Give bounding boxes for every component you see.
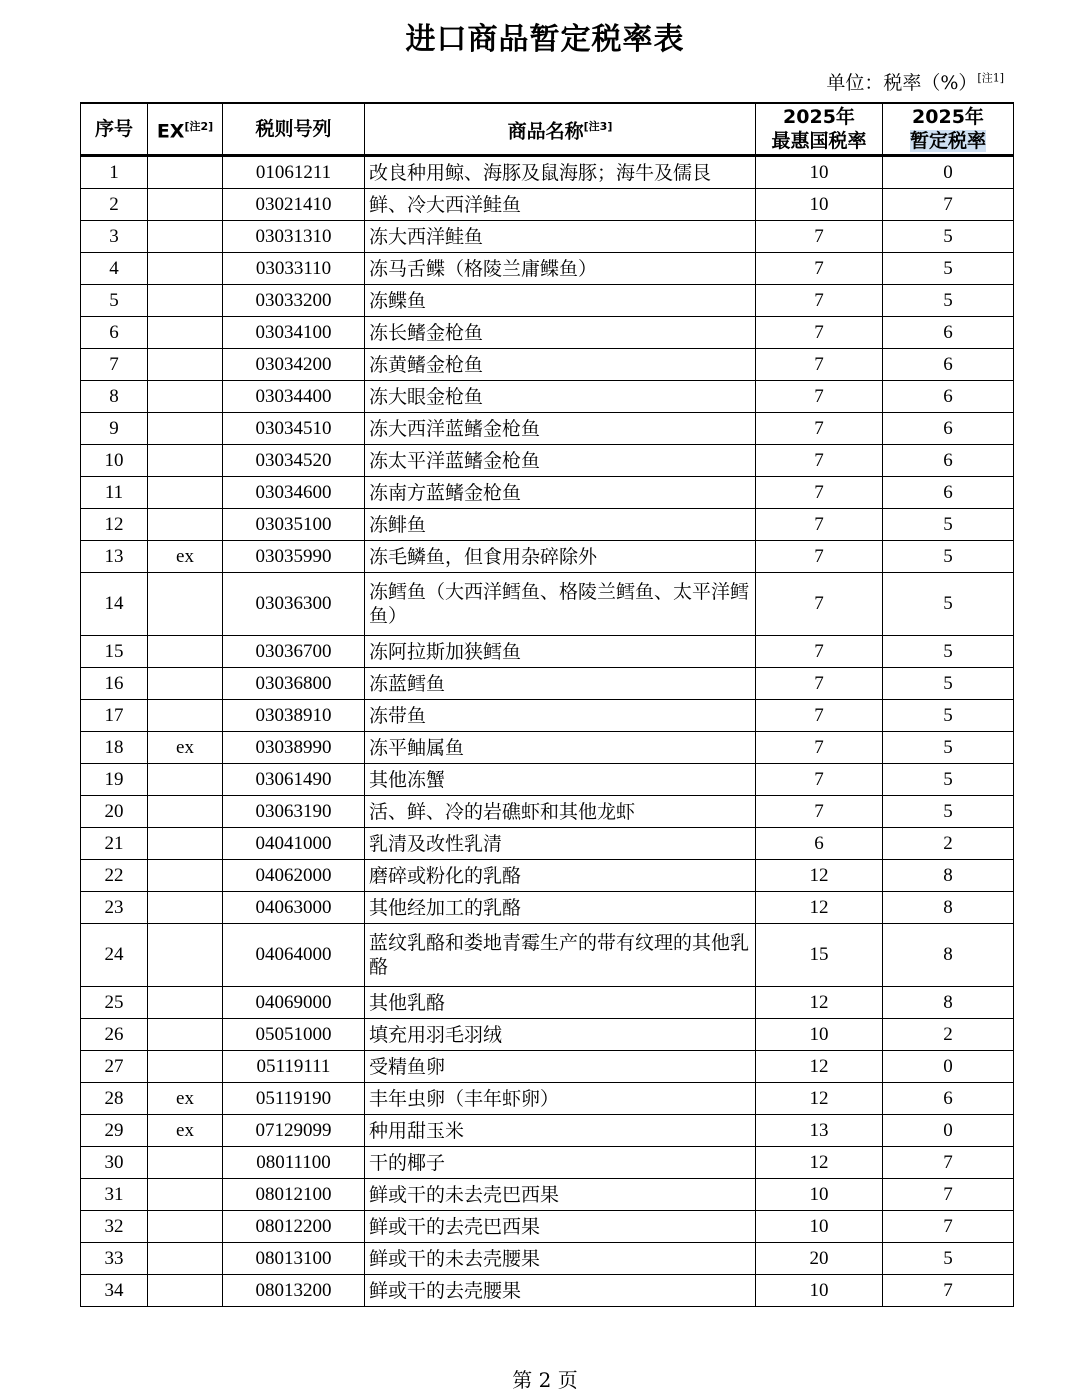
cell-ex: [148, 573, 223, 636]
table-row: [81, 1275, 1014, 1307]
cell-seq: 19: [81, 764, 148, 796]
cell-seq: 24: [81, 924, 148, 987]
cell-mfn: 7: [756, 573, 883, 636]
cell-mfn: 15: [756, 924, 883, 987]
cell-ex: [148, 1275, 223, 1307]
cell-provisional-rate: 5: [883, 732, 1014, 764]
cell-code: 03033200: [223, 285, 365, 317]
cell-ex: [148, 221, 223, 253]
cell-mfn: 7: [756, 668, 883, 700]
cell-mfn: 7: [756, 381, 883, 413]
col-header-provisional-line1: 2025年: [912, 106, 984, 128]
cell-mfn: 7: [756, 541, 883, 573]
cell-code: 03034400: [223, 381, 365, 413]
cell-seq: 11: [81, 477, 148, 509]
cell-ex: ex: [148, 541, 223, 573]
table-row: [81, 1179, 1014, 1211]
cell-seq: 26: [81, 1019, 148, 1051]
table-row: [81, 477, 1014, 509]
cell-provisional-rate: 0: [883, 1051, 1014, 1083]
cell-name: 鲜或干的未去壳巴西果: [365, 1179, 756, 1211]
table-row: [81, 668, 1014, 700]
cell-seq: 15: [81, 636, 148, 668]
cell-ex: [148, 253, 223, 285]
cell-provisional-rate: 5: [883, 509, 1014, 541]
col-header-code: 税则号列: [223, 103, 365, 156]
cell-seq: 8: [81, 381, 148, 413]
cell-provisional-rate: 5: [883, 668, 1014, 700]
cell-provisional-rate: 8: [883, 987, 1014, 1019]
cell-provisional-rate: 5: [883, 796, 1014, 828]
cell-name: 冻鲱鱼: [365, 509, 756, 541]
cell-provisional-rate: 6: [883, 413, 1014, 445]
page-number: 第 2 页: [512, 1368, 578, 1392]
col-header-ex-note: [注2]: [184, 119, 214, 133]
cell-provisional-rate: 5: [883, 253, 1014, 285]
cell-name: 冻大眼金枪鱼: [365, 381, 756, 413]
table-row: [81, 1211, 1014, 1243]
cell-mfn: 7: [756, 509, 883, 541]
cell-mfn: 10: [756, 189, 883, 221]
cell-provisional-rate: 2: [883, 1019, 1014, 1051]
cell-code: 04041000: [223, 828, 365, 860]
table-row: [81, 732, 1014, 764]
cell-seq: 33: [81, 1243, 148, 1275]
cell-mfn: 10: [756, 1019, 883, 1051]
cell-provisional-rate: 8: [883, 892, 1014, 924]
cell-name: 冻平鲉属鱼: [365, 732, 756, 764]
table-row: [81, 285, 1014, 317]
table-row: [81, 1019, 1014, 1051]
cell-mfn: 7: [756, 764, 883, 796]
table-row: [81, 509, 1014, 541]
col-header-provisional: [883, 103, 1014, 156]
cell-seq: 20: [81, 796, 148, 828]
cell-code: 03031310: [223, 221, 365, 253]
table-row: [81, 189, 1014, 221]
unit-note: [826, 68, 1004, 95]
cell-seq: 1: [81, 156, 148, 189]
cell-ex: [148, 700, 223, 732]
cell-mfn: 7: [756, 796, 883, 828]
table-row: [81, 221, 1014, 253]
col-header-name: [365, 103, 756, 156]
cell-ex: [148, 828, 223, 860]
cell-provisional-rate: 5: [883, 221, 1014, 253]
cell-ex: [148, 860, 223, 892]
cell-mfn: 7: [756, 445, 883, 477]
cell-code: 04064000: [223, 924, 365, 987]
cell-code: 08013100: [223, 1243, 365, 1275]
table-row: [81, 1243, 1014, 1275]
cell-seq: 12: [81, 509, 148, 541]
cell-name: 其他乳酪: [365, 987, 756, 1019]
cell-seq: 27: [81, 1051, 148, 1083]
cell-seq: 6: [81, 317, 148, 349]
cell-code: 07129099: [223, 1115, 365, 1147]
cell-code: 03034200: [223, 349, 365, 381]
cell-name: 种用甜玉米: [365, 1115, 756, 1147]
cell-mfn: 7: [756, 221, 883, 253]
cell-name: 其他冻蟹: [365, 764, 756, 796]
cell-code: 03036700: [223, 636, 365, 668]
cell-code: 03035990: [223, 541, 365, 573]
cell-mfn: 10: [756, 1275, 883, 1307]
table-row: [81, 156, 1014, 189]
cell-name: 改良种用鲸、海豚及鼠海豚；海牛及儒艮: [365, 156, 756, 189]
cell-code: 08012100: [223, 1179, 365, 1211]
table-row: [81, 541, 1014, 573]
cell-code: 03036800: [223, 668, 365, 700]
cell-mfn: 12: [756, 1147, 883, 1179]
cell-mfn: 12: [756, 1051, 883, 1083]
cell-ex: [148, 924, 223, 987]
cell-seq: 14: [81, 573, 148, 636]
col-header-ex-label: EX: [156, 120, 185, 143]
cell-name: 冻太平洋蓝鳍金枪鱼: [365, 445, 756, 477]
cell-code: 03034600: [223, 477, 365, 509]
cell-seq: 23: [81, 892, 148, 924]
cell-mfn: 12: [756, 987, 883, 1019]
cell-ex: [148, 317, 223, 349]
cell-code: 05051000: [223, 1019, 365, 1051]
cell-ex: [148, 477, 223, 509]
cell-code: 05119190: [223, 1083, 365, 1115]
cell-seq: 16: [81, 668, 148, 700]
table-row: [81, 253, 1014, 285]
col-header-mfn-line1: 2025年: [783, 106, 855, 128]
cell-code: 03034520: [223, 445, 365, 477]
cell-provisional-rate: 6: [883, 1083, 1014, 1115]
cell-seq: 13: [81, 541, 148, 573]
cell-mfn: 20: [756, 1243, 883, 1275]
cell-seq: 34: [81, 1275, 148, 1307]
cell-code: 08013200: [223, 1275, 365, 1307]
cell-ex: [148, 413, 223, 445]
table-row: [81, 573, 1014, 636]
cell-mfn: 7: [756, 285, 883, 317]
cell-name: 鲜、冷大西洋鲑鱼: [365, 189, 756, 221]
cell-name: 冻南方蓝鳍金枪鱼: [365, 477, 756, 509]
cell-provisional-rate: 7: [883, 189, 1014, 221]
cell-seq: 7: [81, 349, 148, 381]
cell-mfn: 6: [756, 828, 883, 860]
cell-mfn: 10: [756, 156, 883, 189]
cell-code: 04069000: [223, 987, 365, 1019]
cell-ex: [148, 892, 223, 924]
cell-name: 丰年虫卵（丰年虾卵）: [365, 1083, 756, 1115]
cell-name: 冻大西洋鲑鱼: [365, 221, 756, 253]
cell-seq: 21: [81, 828, 148, 860]
cell-name: 鲜或干的未去壳腰果: [365, 1243, 756, 1275]
table-header-row: [81, 103, 1014, 156]
tariff-table: [80, 102, 1014, 1307]
cell-mfn: 13: [756, 1115, 883, 1147]
cell-ex: [148, 1019, 223, 1051]
cell-ex: [148, 189, 223, 221]
col-header-name-label: 商品名称: [507, 120, 584, 143]
cell-code: 03035100: [223, 509, 365, 541]
cell-ex: ex: [148, 1115, 223, 1147]
cell-mfn: 7: [756, 317, 883, 349]
cell-name: 受精鱼卵: [365, 1051, 756, 1083]
cell-seq: 4: [81, 253, 148, 285]
cell-ex: [148, 1147, 223, 1179]
cell-provisional-rate: 5: [883, 1243, 1014, 1275]
cell-name: 冻鲽鱼: [365, 285, 756, 317]
cell-provisional-rate: 0: [883, 1115, 1014, 1147]
table-row: [81, 828, 1014, 860]
table-row: [81, 860, 1014, 892]
cell-seq: 32: [81, 1211, 148, 1243]
cell-name: 鲜或干的去壳巴西果: [365, 1211, 756, 1243]
table-row: [81, 381, 1014, 413]
cell-provisional-rate: 7: [883, 1147, 1014, 1179]
col-header-mfn-line2: 最惠国税率: [771, 130, 867, 152]
cell-provisional-rate: 6: [883, 381, 1014, 413]
table-row: [81, 1051, 1014, 1083]
cell-ex: ex: [148, 1083, 223, 1115]
cell-ex: [148, 445, 223, 477]
cell-seq: 3: [81, 221, 148, 253]
cell-provisional-rate: 7: [883, 1275, 1014, 1307]
cell-code: 01061211: [223, 156, 365, 189]
cell-name: 鲜或干的去壳腰果: [365, 1275, 756, 1307]
unit-label: 单位：税率（%）: [826, 72, 978, 94]
cell-seq: 29: [81, 1115, 148, 1147]
cell-ex: [148, 668, 223, 700]
cell-provisional-rate: 6: [883, 349, 1014, 381]
cell-provisional-rate: 5: [883, 541, 1014, 573]
cell-code: 08011100: [223, 1147, 365, 1179]
table-row: [81, 1083, 1014, 1115]
cell-ex: [148, 987, 223, 1019]
unit-footnote: [注1]: [977, 71, 1004, 85]
cell-mfn: 7: [756, 477, 883, 509]
cell-name: 蓝纹乳酪和娄地青霉生产的带有纹理的其他乳酪: [365, 924, 756, 987]
table-row: [81, 413, 1014, 445]
cell-mfn: 7: [756, 253, 883, 285]
cell-seq: 31: [81, 1179, 148, 1211]
cell-provisional-rate: 7: [883, 1211, 1014, 1243]
col-header-name-note: [注3]: [583, 119, 613, 133]
cell-code: 03063190: [223, 796, 365, 828]
cell-seq: 30: [81, 1147, 148, 1179]
cell-provisional-rate: 5: [883, 764, 1014, 796]
cell-code: 03034510: [223, 413, 365, 445]
cell-name: 冻带鱼: [365, 700, 756, 732]
cell-name: 干的椰子: [365, 1147, 756, 1179]
cell-code: 08012200: [223, 1211, 365, 1243]
table-row: [81, 987, 1014, 1019]
table-row: [81, 796, 1014, 828]
col-header-mfn: [756, 103, 883, 156]
table-row: [81, 764, 1014, 796]
cell-provisional-rate: 8: [883, 860, 1014, 892]
cell-provisional-rate: 8: [883, 924, 1014, 987]
cell-ex: [148, 381, 223, 413]
cell-code: 03036300: [223, 573, 365, 636]
cell-ex: [148, 1243, 223, 1275]
cell-code: 04063000: [223, 892, 365, 924]
cell-seq: 17: [81, 700, 148, 732]
cell-seq: 9: [81, 413, 148, 445]
cell-provisional-rate: 7: [883, 1179, 1014, 1211]
cell-seq: 25: [81, 987, 148, 1019]
cell-name: 冻大西洋蓝鳍金枪鱼: [365, 413, 756, 445]
table-row: [81, 636, 1014, 668]
cell-ex: [148, 764, 223, 796]
cell-provisional-rate: 6: [883, 477, 1014, 509]
cell-mfn: 12: [756, 1083, 883, 1115]
cell-name: 冻马舌鲽（格陵兰庸鲽鱼）: [365, 253, 756, 285]
col-header-ex: [148, 103, 223, 156]
cell-seq: 2: [81, 189, 148, 221]
cell-mfn: 7: [756, 700, 883, 732]
table-row: [81, 445, 1014, 477]
cell-code: 03033110: [223, 253, 365, 285]
cell-mfn: 10: [756, 1211, 883, 1243]
cell-provisional-rate: 5: [883, 636, 1014, 668]
cell-ex: [148, 349, 223, 381]
cell-name: 冻鳕鱼（大西洋鳕鱼、格陵兰鳕鱼、太平洋鳕鱼）: [365, 573, 756, 636]
cell-name: 冻长鳍金枪鱼: [365, 317, 756, 349]
cell-name: 活、鲜、冷的岩礁虾和其他龙虾: [365, 796, 756, 828]
cell-mfn: 7: [756, 636, 883, 668]
cell-ex: ex: [148, 732, 223, 764]
table-row: [81, 1115, 1014, 1147]
cell-ex: [148, 1051, 223, 1083]
cell-seq: 10: [81, 445, 148, 477]
cell-provisional-rate: 0: [883, 156, 1014, 189]
col-header-provisional-line2: 暂定税率: [909, 130, 986, 152]
cell-mfn: 7: [756, 349, 883, 381]
page-title: 进口商品暂定税率表: [405, 22, 685, 57]
cell-seq: 28: [81, 1083, 148, 1115]
cell-ex: [148, 1211, 223, 1243]
cell-provisional-rate: 5: [883, 573, 1014, 636]
cell-code: 03061490: [223, 764, 365, 796]
cell-seq: 5: [81, 285, 148, 317]
col-header-seq: 序号: [81, 103, 148, 156]
table-row: [81, 1147, 1014, 1179]
cell-mfn: 7: [756, 413, 883, 445]
cell-provisional-rate: 6: [883, 317, 1014, 349]
table-row: [81, 892, 1014, 924]
cell-code: 05119111: [223, 1051, 365, 1083]
cell-ex: [148, 509, 223, 541]
cell-provisional-rate: 6: [883, 445, 1014, 477]
cell-code: 04062000: [223, 860, 365, 892]
cell-seq: 18: [81, 732, 148, 764]
cell-code: 03034100: [223, 317, 365, 349]
table-row: [81, 349, 1014, 381]
cell-name: 乳清及改性乳清: [365, 828, 756, 860]
cell-ex: [148, 636, 223, 668]
cell-provisional-rate: 5: [883, 700, 1014, 732]
cell-code: 03038910: [223, 700, 365, 732]
cell-code: 03021410: [223, 189, 365, 221]
cell-name: 冻毛鳞鱼，但食用杂碎除外: [365, 541, 756, 573]
table-row: [81, 317, 1014, 349]
cell-mfn: 12: [756, 892, 883, 924]
cell-provisional-rate: 5: [883, 285, 1014, 317]
cell-name: 其他经加工的乳酪: [365, 892, 756, 924]
cell-seq: 22: [81, 860, 148, 892]
cell-name: 冻阿拉斯加狭鳕鱼: [365, 636, 756, 668]
table-row: [81, 700, 1014, 732]
cell-ex: [148, 285, 223, 317]
cell-mfn: 7: [756, 732, 883, 764]
cell-name: 冻黄鳍金枪鱼: [365, 349, 756, 381]
cell-ex: [148, 156, 223, 189]
cell-mfn: 12: [756, 860, 883, 892]
cell-code: 03038990: [223, 732, 365, 764]
cell-name: 冻蓝鳕鱼: [365, 668, 756, 700]
cell-ex: [148, 796, 223, 828]
cell-provisional-rate: 2: [883, 828, 1014, 860]
table-row: [81, 924, 1014, 987]
cell-name: 填充用羽毛羽绒: [365, 1019, 756, 1051]
cell-mfn: 10: [756, 1179, 883, 1211]
cell-name: 磨碎或粉化的乳酪: [365, 860, 756, 892]
cell-ex: [148, 1179, 223, 1211]
